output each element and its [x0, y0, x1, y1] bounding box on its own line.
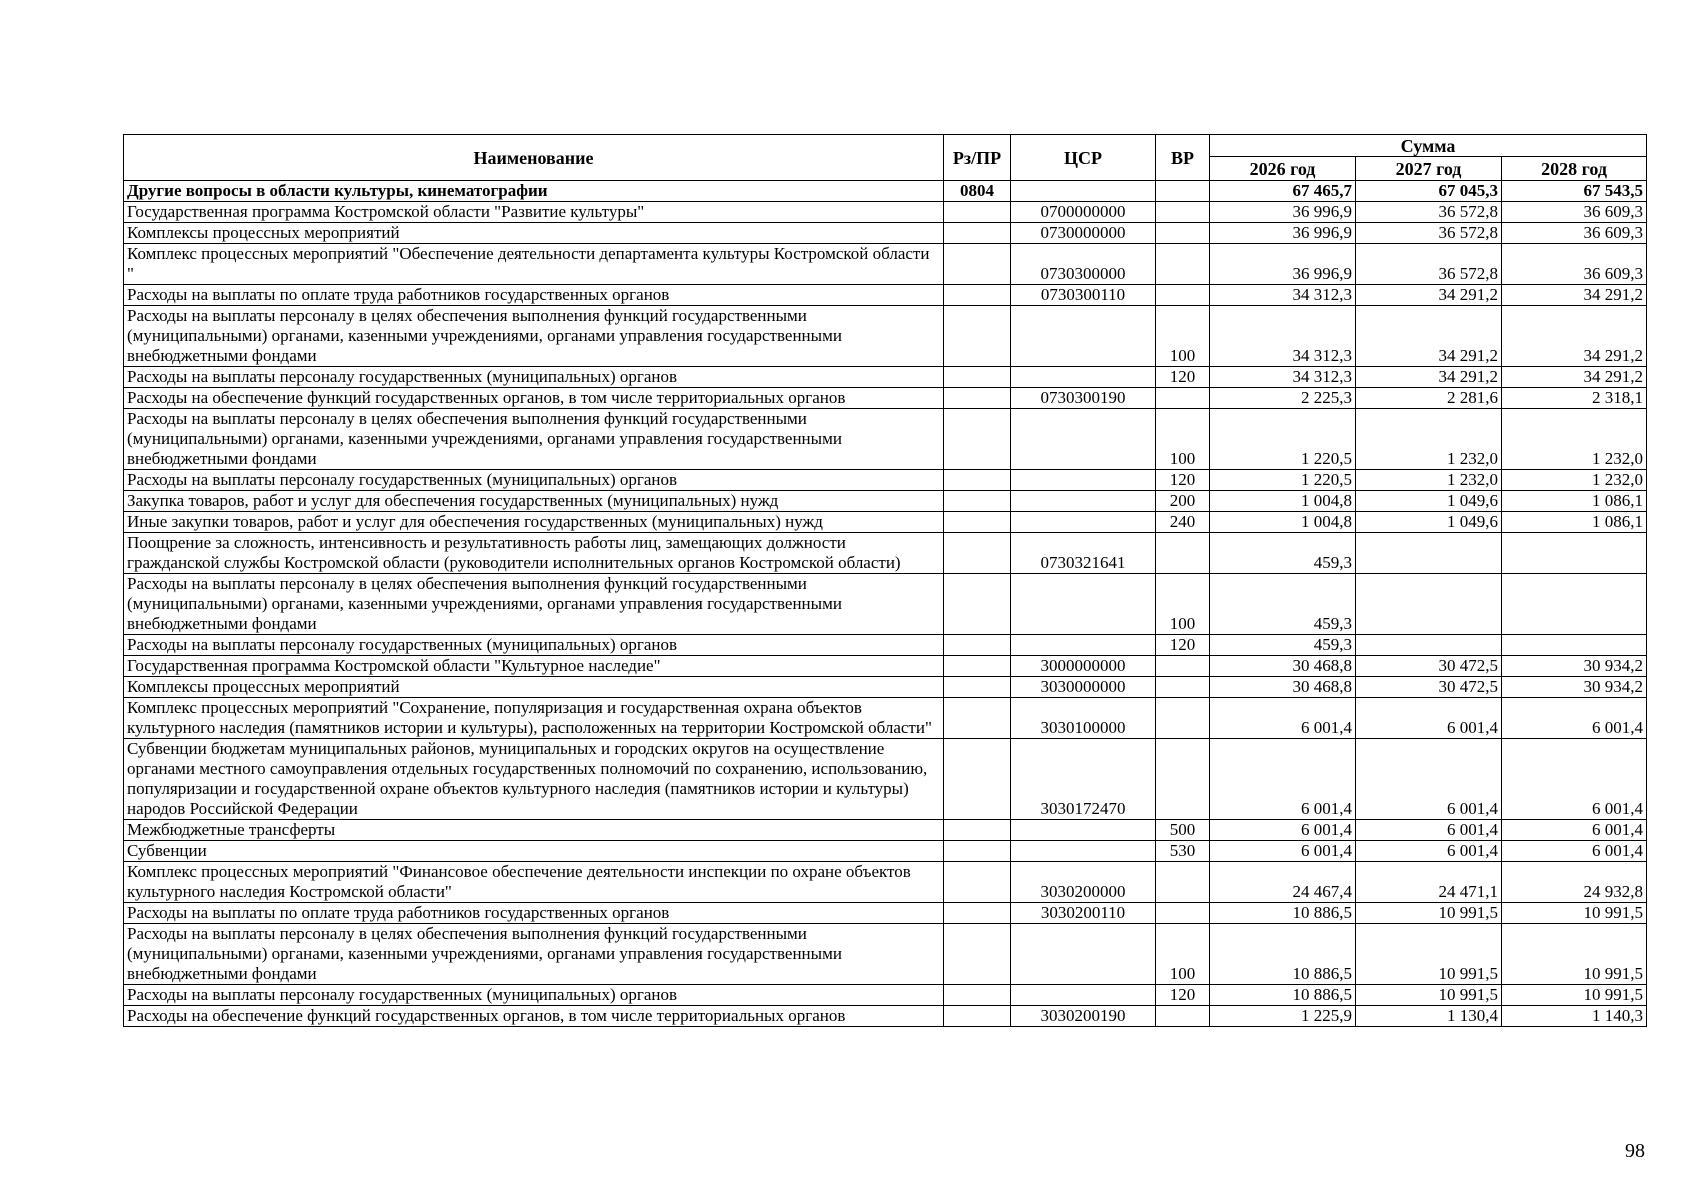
table-row	[124, 367, 1647, 388]
cell-rzpr	[944, 470, 1011, 491]
table-row	[124, 574, 1647, 635]
table-row	[124, 985, 1647, 1006]
cell-vr	[1156, 698, 1210, 739]
cell-sum-2026: 1 004,8	[1210, 512, 1356, 533]
cell-csr: 3030000000	[1011, 677, 1156, 698]
table-row	[124, 223, 1647, 244]
cell-sum-2026: 1 004,8	[1210, 491, 1356, 512]
table-row	[124, 202, 1647, 223]
cell-csr	[1011, 512, 1156, 533]
cell-csr	[1011, 306, 1156, 367]
cell-name: Другие вопросы в области культуры, кинематографии	[124, 181, 944, 202]
cell-name: Закупка товаров, работ и услуг для обеспечения государственных (муниципальных) нужд	[124, 491, 944, 512]
cell-rzpr	[944, 677, 1011, 698]
cell-sum-2026: 34 312,3	[1210, 285, 1356, 306]
cell-sum-2026: 10 886,5	[1210, 924, 1356, 985]
cell-name: Расходы на выплаты персоналу государственных (муниципальных) органов	[124, 470, 944, 491]
cell-sum-2028: 1 086,1	[1502, 512, 1647, 533]
cell-rzpr	[944, 924, 1011, 985]
cell-vr	[1156, 739, 1210, 820]
cell-sum-2026: 34 312,3	[1210, 306, 1356, 367]
header-sum: Сумма	[1210, 135, 1647, 157]
cell-csr	[1011, 491, 1156, 512]
cell-sum-2026: 36 996,9	[1210, 244, 1356, 285]
cell-csr: 3000000000	[1011, 656, 1156, 677]
cell-sum-2027: 6 001,4	[1356, 841, 1502, 862]
cell-sum-2026: 1 220,5	[1210, 470, 1356, 491]
cell-name: Расходы на выплаты персоналу государственных (муниципальных) органов	[124, 635, 944, 656]
cell-rzpr	[944, 306, 1011, 367]
cell-rzpr	[944, 903, 1011, 924]
cell-sum-2028	[1502, 574, 1647, 635]
cell-sum-2027: 6 001,4	[1356, 698, 1502, 739]
cell-sum-2026: 459,3	[1210, 533, 1356, 574]
cell-sum-2028: 36 609,3	[1502, 202, 1647, 223]
cell-sum-2028	[1502, 635, 1647, 656]
cell-sum-2027: 10 991,5	[1356, 924, 1502, 985]
cell-csr	[1011, 574, 1156, 635]
cell-name: Расходы на выплаты по оплате труда работников государственных органов	[124, 903, 944, 924]
table-row	[124, 388, 1647, 409]
cell-sum-2027: 30 472,5	[1356, 656, 1502, 677]
header-year-2026: 2026 год	[1210, 157, 1356, 181]
cell-rzpr	[944, 698, 1011, 739]
table-row	[124, 470, 1647, 491]
header-vr: ВР	[1156, 135, 1210, 181]
header-rzpr: Рз/ПР	[944, 135, 1011, 181]
table-row	[124, 862, 1647, 903]
cell-sum-2028: 10 991,5	[1502, 903, 1647, 924]
cell-sum-2027: 34 291,2	[1356, 285, 1502, 306]
cell-sum-2027: 36 572,8	[1356, 244, 1502, 285]
cell-sum-2026: 36 996,9	[1210, 202, 1356, 223]
table-row	[124, 677, 1647, 698]
cell-sum-2028: 6 001,4	[1502, 841, 1647, 862]
cell-csr: 3030200110	[1011, 903, 1156, 924]
cell-sum-2028: 30 934,2	[1502, 656, 1647, 677]
cell-vr	[1156, 677, 1210, 698]
cell-name: Расходы на обеспечение функций государственных органов, в том числе территориальных органов	[124, 1006, 944, 1027]
cell-vr: 100	[1156, 574, 1210, 635]
cell-sum-2027: 1 232,0	[1356, 409, 1502, 470]
cell-csr	[1011, 367, 1156, 388]
table-row	[124, 409, 1647, 470]
cell-vr: 120	[1156, 470, 1210, 491]
cell-sum-2027: 30 472,5	[1356, 677, 1502, 698]
cell-sum-2027	[1356, 635, 1502, 656]
cell-sum-2026: 459,3	[1210, 635, 1356, 656]
cell-sum-2028: 24 932,8	[1502, 862, 1647, 903]
cell-rzpr	[944, 409, 1011, 470]
cell-vr	[1156, 202, 1210, 223]
cell-name: Расходы на выплаты персоналу в целях обеспечения выполнения функций государственными (муниципальными) органами, казенными учреждениями, органами управления государственными внебюджетными фондами	[124, 574, 944, 635]
cell-sum-2027: 1 232,0	[1356, 470, 1502, 491]
cell-name: Расходы на выплаты персоналу государственных (муниципальных) органов	[124, 985, 944, 1006]
cell-sum-2026: 10 886,5	[1210, 985, 1356, 1006]
cell-vr: 120	[1156, 367, 1210, 388]
cell-sum-2028: 1 232,0	[1502, 470, 1647, 491]
cell-name: Комплекс процессных мероприятий "Обеспечение деятельности департамента культуры Костромской области "	[124, 244, 944, 285]
table-row	[124, 698, 1647, 739]
cell-sum-2028: 34 291,2	[1502, 367, 1647, 388]
table-row	[124, 181, 1647, 202]
cell-csr: 3030100000	[1011, 698, 1156, 739]
cell-name: Субвенции	[124, 841, 944, 862]
cell-csr: 0730300110	[1011, 285, 1156, 306]
cell-sum-2026: 6 001,4	[1210, 739, 1356, 820]
cell-csr	[1011, 924, 1156, 985]
cell-csr: 3030200000	[1011, 862, 1156, 903]
cell-name: Расходы на выплаты по оплате труда работников государственных органов	[124, 285, 944, 306]
header-year-2027: 2027 год	[1356, 157, 1502, 181]
cell-name: Иные закупки товаров, работ и услуг для обеспечения государственных (муниципальных) нужд	[124, 512, 944, 533]
page-number: 98	[1625, 1140, 1645, 1162]
table-header	[124, 135, 1647, 181]
cell-vr: 200	[1156, 491, 1210, 512]
cell-sum-2027: 1 130,4	[1356, 1006, 1502, 1027]
cell-vr: 100	[1156, 306, 1210, 367]
cell-vr	[1156, 862, 1210, 903]
cell-sum-2028: 34 291,2	[1502, 306, 1647, 367]
cell-rzpr	[944, 574, 1011, 635]
cell-sum-2027	[1356, 533, 1502, 574]
table-row	[124, 285, 1647, 306]
cell-sum-2027	[1356, 574, 1502, 635]
cell-name: Поощрение за сложность, интенсивность и результативность работы лиц, замещающих должности гражданской службы Костромской области (руководители исполнительных органов Костромской области)	[124, 533, 944, 574]
cell-rzpr	[944, 388, 1011, 409]
cell-vr: 240	[1156, 512, 1210, 533]
cell-vr: 120	[1156, 635, 1210, 656]
cell-csr	[1011, 820, 1156, 841]
cell-name: Расходы на выплаты персоналу в целях обеспечения выполнения функций государственными (муниципальными) органами, казенными учреждениями, органами управления государственными внебюджетными фондами	[124, 409, 944, 470]
cell-sum-2026: 36 996,9	[1210, 223, 1356, 244]
cell-csr: 0730000000	[1011, 223, 1156, 244]
cell-sum-2028: 67 543,5	[1502, 181, 1647, 202]
cell-csr	[1011, 635, 1156, 656]
cell-sum-2027: 1 049,6	[1356, 512, 1502, 533]
cell-sum-2027: 67 045,3	[1356, 181, 1502, 202]
cell-rzpr	[944, 739, 1011, 820]
cell-vr	[1156, 285, 1210, 306]
cell-sum-2026: 1 225,9	[1210, 1006, 1356, 1027]
cell-name: Государственная программа Костромской области "Развитие культуры"	[124, 202, 944, 223]
cell-name: Государственная программа Костромской области "Культурное наследие"	[124, 656, 944, 677]
cell-sum-2026: 67 465,7	[1210, 181, 1356, 202]
cell-sum-2028: 36 609,3	[1502, 244, 1647, 285]
cell-sum-2028: 2 318,1	[1502, 388, 1647, 409]
cell-sum-2028: 6 001,4	[1502, 739, 1647, 820]
table-body	[124, 181, 1647, 1027]
cell-rzpr	[944, 985, 1011, 1006]
cell-sum-2027: 1 049,6	[1356, 491, 1502, 512]
cell-sum-2028	[1502, 533, 1647, 574]
cell-sum-2026: 6 001,4	[1210, 698, 1356, 739]
table-row	[124, 244, 1647, 285]
cell-vr	[1156, 1006, 1210, 1027]
cell-sum-2027: 10 991,5	[1356, 985, 1502, 1006]
cell-vr: 100	[1156, 924, 1210, 985]
cell-sum-2026: 10 886,5	[1210, 903, 1356, 924]
cell-vr: 530	[1156, 841, 1210, 862]
cell-sum-2026: 24 467,4	[1210, 862, 1356, 903]
cell-sum-2026: 30 468,8	[1210, 656, 1356, 677]
cell-sum-2027: 2 281,6	[1356, 388, 1502, 409]
cell-sum-2026: 6 001,4	[1210, 841, 1356, 862]
cell-csr	[1011, 181, 1156, 202]
cell-csr	[1011, 985, 1156, 1006]
budget-table	[123, 134, 1647, 1027]
cell-sum-2028: 36 609,3	[1502, 223, 1647, 244]
cell-vr	[1156, 903, 1210, 924]
table-row	[124, 820, 1647, 841]
cell-sum-2028: 1 140,3	[1502, 1006, 1647, 1027]
cell-sum-2027: 6 001,4	[1356, 820, 1502, 841]
cell-csr: 0730321641	[1011, 533, 1156, 574]
cell-sum-2026: 1 220,5	[1210, 409, 1356, 470]
cell-vr: 100	[1156, 409, 1210, 470]
cell-csr: 3030172470	[1011, 739, 1156, 820]
cell-rzpr	[944, 512, 1011, 533]
cell-csr: 0700000000	[1011, 202, 1156, 223]
cell-sum-2026: 34 312,3	[1210, 367, 1356, 388]
cell-csr: 3030200190	[1011, 1006, 1156, 1027]
cell-rzpr	[944, 491, 1011, 512]
cell-csr	[1011, 409, 1156, 470]
table-row	[124, 491, 1647, 512]
table-row	[124, 306, 1647, 367]
cell-sum-2026: 459,3	[1210, 574, 1356, 635]
cell-rzpr	[944, 841, 1011, 862]
table-row	[124, 1006, 1647, 1027]
cell-name: Расходы на выплаты персоналу государственных (муниципальных) органов	[124, 367, 944, 388]
table-row	[124, 841, 1647, 862]
cell-sum-2026: 2 225,3	[1210, 388, 1356, 409]
cell-rzpr	[944, 820, 1011, 841]
cell-name: Комплекс процессных мероприятий "Финансовое обеспечение деятельности инспекции по охране объектов культурного наследия Костромской области"	[124, 862, 944, 903]
cell-rzpr	[944, 533, 1011, 574]
cell-sum-2028: 1 086,1	[1502, 491, 1647, 512]
cell-sum-2028: 1 232,0	[1502, 409, 1647, 470]
cell-sum-2026: 30 468,8	[1210, 677, 1356, 698]
cell-name: Расходы на выплаты персоналу в целях обеспечения выполнения функций государственными (муниципальными) органами, казенными учреждениями, органами управления государственными внебюджетными фондами	[124, 306, 944, 367]
header-csr: ЦСР	[1011, 135, 1156, 181]
cell-vr: 120	[1156, 985, 1210, 1006]
cell-sum-2028: 6 001,4	[1502, 698, 1647, 739]
cell-sum-2026: 6 001,4	[1210, 820, 1356, 841]
cell-sum-2027: 6 001,4	[1356, 739, 1502, 820]
cell-rzpr	[944, 244, 1011, 285]
cell-rzpr	[944, 635, 1011, 656]
cell-name: Межбюджетные трансферты	[124, 820, 944, 841]
cell-name: Комплексы процессных мероприятий	[124, 223, 944, 244]
cell-rzpr	[944, 202, 1011, 223]
cell-vr	[1156, 181, 1210, 202]
cell-rzpr	[944, 367, 1011, 388]
cell-sum-2027: 36 572,8	[1356, 202, 1502, 223]
cell-vr: 500	[1156, 820, 1210, 841]
cell-rzpr	[944, 223, 1011, 244]
cell-csr: 0730300000	[1011, 244, 1156, 285]
cell-sum-2028: 10 991,5	[1502, 924, 1647, 985]
cell-rzpr	[944, 1006, 1011, 1027]
cell-vr	[1156, 533, 1210, 574]
cell-rzpr	[944, 862, 1011, 903]
cell-sum-2027: 34 291,2	[1356, 367, 1502, 388]
cell-sum-2028: 6 001,4	[1502, 820, 1647, 841]
table-row	[124, 533, 1647, 574]
table-row	[124, 512, 1647, 533]
table-row	[124, 656, 1647, 677]
table-row	[124, 924, 1647, 985]
header-year-2028: 2028 год	[1502, 157, 1647, 181]
cell-sum-2027: 10 991,5	[1356, 903, 1502, 924]
cell-rzpr	[944, 285, 1011, 306]
cell-csr: 0730300190	[1011, 388, 1156, 409]
cell-name: Комплексы процессных мероприятий	[124, 677, 944, 698]
cell-sum-2028: 10 991,5	[1502, 985, 1647, 1006]
cell-name: Расходы на выплаты персоналу в целях обеспечения выполнения функций государственными (муниципальными) органами, казенными учреждениями, органами управления государственными внебюджетными фондами	[124, 924, 944, 985]
cell-name: Комплекс процессных мероприятий "Сохранение, популяризация и государственная охрана объектов культурного наследия (памятников истории и культуры), расположенных на территории Костромской области"	[124, 698, 944, 739]
cell-sum-2027: 24 471,1	[1356, 862, 1502, 903]
cell-vr	[1156, 223, 1210, 244]
cell-rzpr: 0804	[944, 181, 1011, 202]
cell-name: Субвенции бюджетам муниципальных районов, муниципальных и городских округов на осуществление органами местного самоуправления отдельных государственных полномочий по сохранению, использованию, популяризации и государственной охране объектов культурного наследия (памятников истории и культуры) народов Российской Федерации	[124, 739, 944, 820]
cell-vr	[1156, 388, 1210, 409]
cell-rzpr	[944, 656, 1011, 677]
cell-name: Расходы на обеспечение функций государственных органов, в том числе территориальных органов	[124, 388, 944, 409]
cell-sum-2027: 36 572,8	[1356, 223, 1502, 244]
cell-sum-2027: 34 291,2	[1356, 306, 1502, 367]
cell-vr	[1156, 656, 1210, 677]
header-name: Наименование	[124, 135, 944, 181]
cell-sum-2028: 34 291,2	[1502, 285, 1647, 306]
table-row	[124, 635, 1647, 656]
cell-csr	[1011, 470, 1156, 491]
table-row	[124, 903, 1647, 924]
cell-csr	[1011, 841, 1156, 862]
table-row	[124, 739, 1647, 820]
cell-vr	[1156, 244, 1210, 285]
cell-sum-2028: 30 934,2	[1502, 677, 1647, 698]
